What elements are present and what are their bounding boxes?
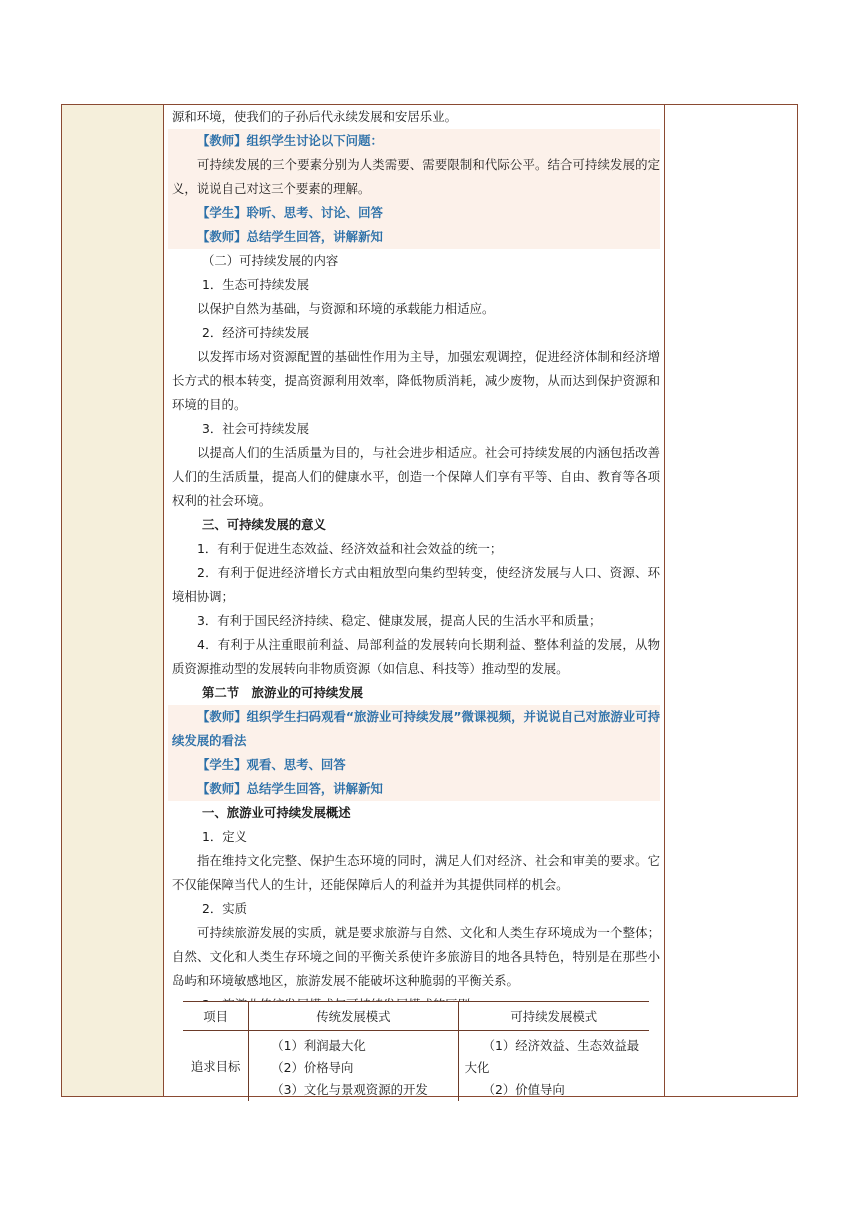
table-header: 可持续发展模式 xyxy=(458,1002,649,1031)
lesson-content xyxy=(172,105,660,1017)
paragraph: 指在维持文化完整、保护生态环境的同时，满足人们对经济、社会和审美的要求。它不仅能保障当代人的生计，还能保障后人的利益并为其提供同样的机会。 xyxy=(172,853,660,892)
teacher-discussion-block xyxy=(168,129,660,249)
left-column xyxy=(62,105,164,1096)
list-item: （1）利润最大化 xyxy=(271,1038,366,1053)
table-header-row xyxy=(183,1002,649,1031)
teacher-video-block xyxy=(168,705,660,801)
list-item: （2）价格导向 xyxy=(271,1060,354,1075)
section-heading: 一、旅游业可持续发展概述 xyxy=(202,805,351,820)
list-item: 1．有利于促进生态效益、经济效益和社会效益的统一； xyxy=(197,541,503,556)
comparison-table xyxy=(183,1001,649,1101)
row-label: 追求目标 xyxy=(190,1059,241,1074)
list-item: 4．有利于从注重眼前利益、局部利益的发展转向长期利益、整体利益的发展，从物质资源推动型的发展转向非物质资源（如信息、科技等）推动型的发展。 xyxy=(172,637,660,676)
chapter-heading: 第二节 旅游业的可持续发展 xyxy=(202,685,364,700)
section-heading: 三、可持续发展的意义 xyxy=(202,517,326,532)
list-item: （1）经济效益、生态效益最大化 xyxy=(464,1038,640,1075)
subheading: 1．生态可持续发展 xyxy=(202,277,310,292)
section-heading: （二）可持续发展的内容 xyxy=(202,253,339,268)
teacher-prompt: 【教师】组织学生扫码观看“旅游业可持续发展”微课视频，并说说自己对旅游业可持续发展的看法 xyxy=(172,709,660,748)
subheading: 2．经济可持续发展 xyxy=(202,325,310,340)
paragraph: 以保护自然为基础，与资源和环境的承载能力相适应。 xyxy=(197,301,495,316)
subheading: 2．实质 xyxy=(202,901,248,916)
subheading: 3．社会可持续发展 xyxy=(202,421,310,436)
teacher-prompt: 【教师】组织学生讨论以下问题： xyxy=(197,133,383,148)
student-activity: 【学生】聆听、思考、讨论、回答 xyxy=(197,205,383,220)
paragraph: 可持续旅游发展的实质，就是要求旅游与自然、文化和人类生存环境成为一个整体；自然、文化和人类生存环境之间的平衡关系使许多旅游目的地各具特色，特别是在那些小岛屿和环境敏感地区，旅游发展不能破坏这种脆弱的平衡关系。 xyxy=(172,925,660,988)
list-item: （3）文化与景观资源的开发 xyxy=(271,1082,428,1097)
lesson-table xyxy=(61,104,798,1097)
traditional-cell xyxy=(249,1031,458,1102)
table-header: 项目 xyxy=(183,1002,249,1031)
right-column xyxy=(664,105,797,1096)
list-item: 3．有利于国民经济持续、稳定、健康发展，提高人民的生活水平和质量； xyxy=(197,613,602,628)
table-header: 传统发展模式 xyxy=(249,1002,458,1031)
teacher-summary: 【教师】总结学生回答，讲解新知 xyxy=(197,229,383,244)
text-line: 源和环境，使我们的子孙后代永续发展和安居乐业。 xyxy=(172,109,457,124)
student-activity: 【学生】观看、思考、回答 xyxy=(197,757,346,772)
paragraph: 以发挥市场对资源配置的基础性作用为主导，加强宏观调控，促进经济体制和经济增长方式的根本转变，提高资源利用效率，降低物质消耗，减少废物，从而达到保护资源和环境的目的。 xyxy=(172,349,660,412)
teacher-summary: 【教师】总结学生回答，讲解新知 xyxy=(197,781,383,796)
subheading: 1．定义 xyxy=(202,829,248,844)
list-item: 2．有利于促进经济增长方式由粗放型向集约型转变，使经济发展与人口、资源、环境相协调； xyxy=(172,565,660,604)
sustainable-cell xyxy=(458,1031,649,1102)
list-item: （2）价值导向 xyxy=(482,1082,565,1097)
table-row xyxy=(183,1031,649,1102)
paragraph: 以提高人们的生活质量为目的，与社会进步相适应。社会可持续发展的内涵包括改善人们的生活质量，提高人们的健康水平，创造一个保障人们享有平等、自由、教育等各项权利的社会环境。 xyxy=(172,445,660,508)
discussion-question: 可持续发展的三个要素分别为人类需要、需要限制和代际公平。结合可持续发展的定义，说说自己对这三个要素的理解。 xyxy=(172,157,660,196)
